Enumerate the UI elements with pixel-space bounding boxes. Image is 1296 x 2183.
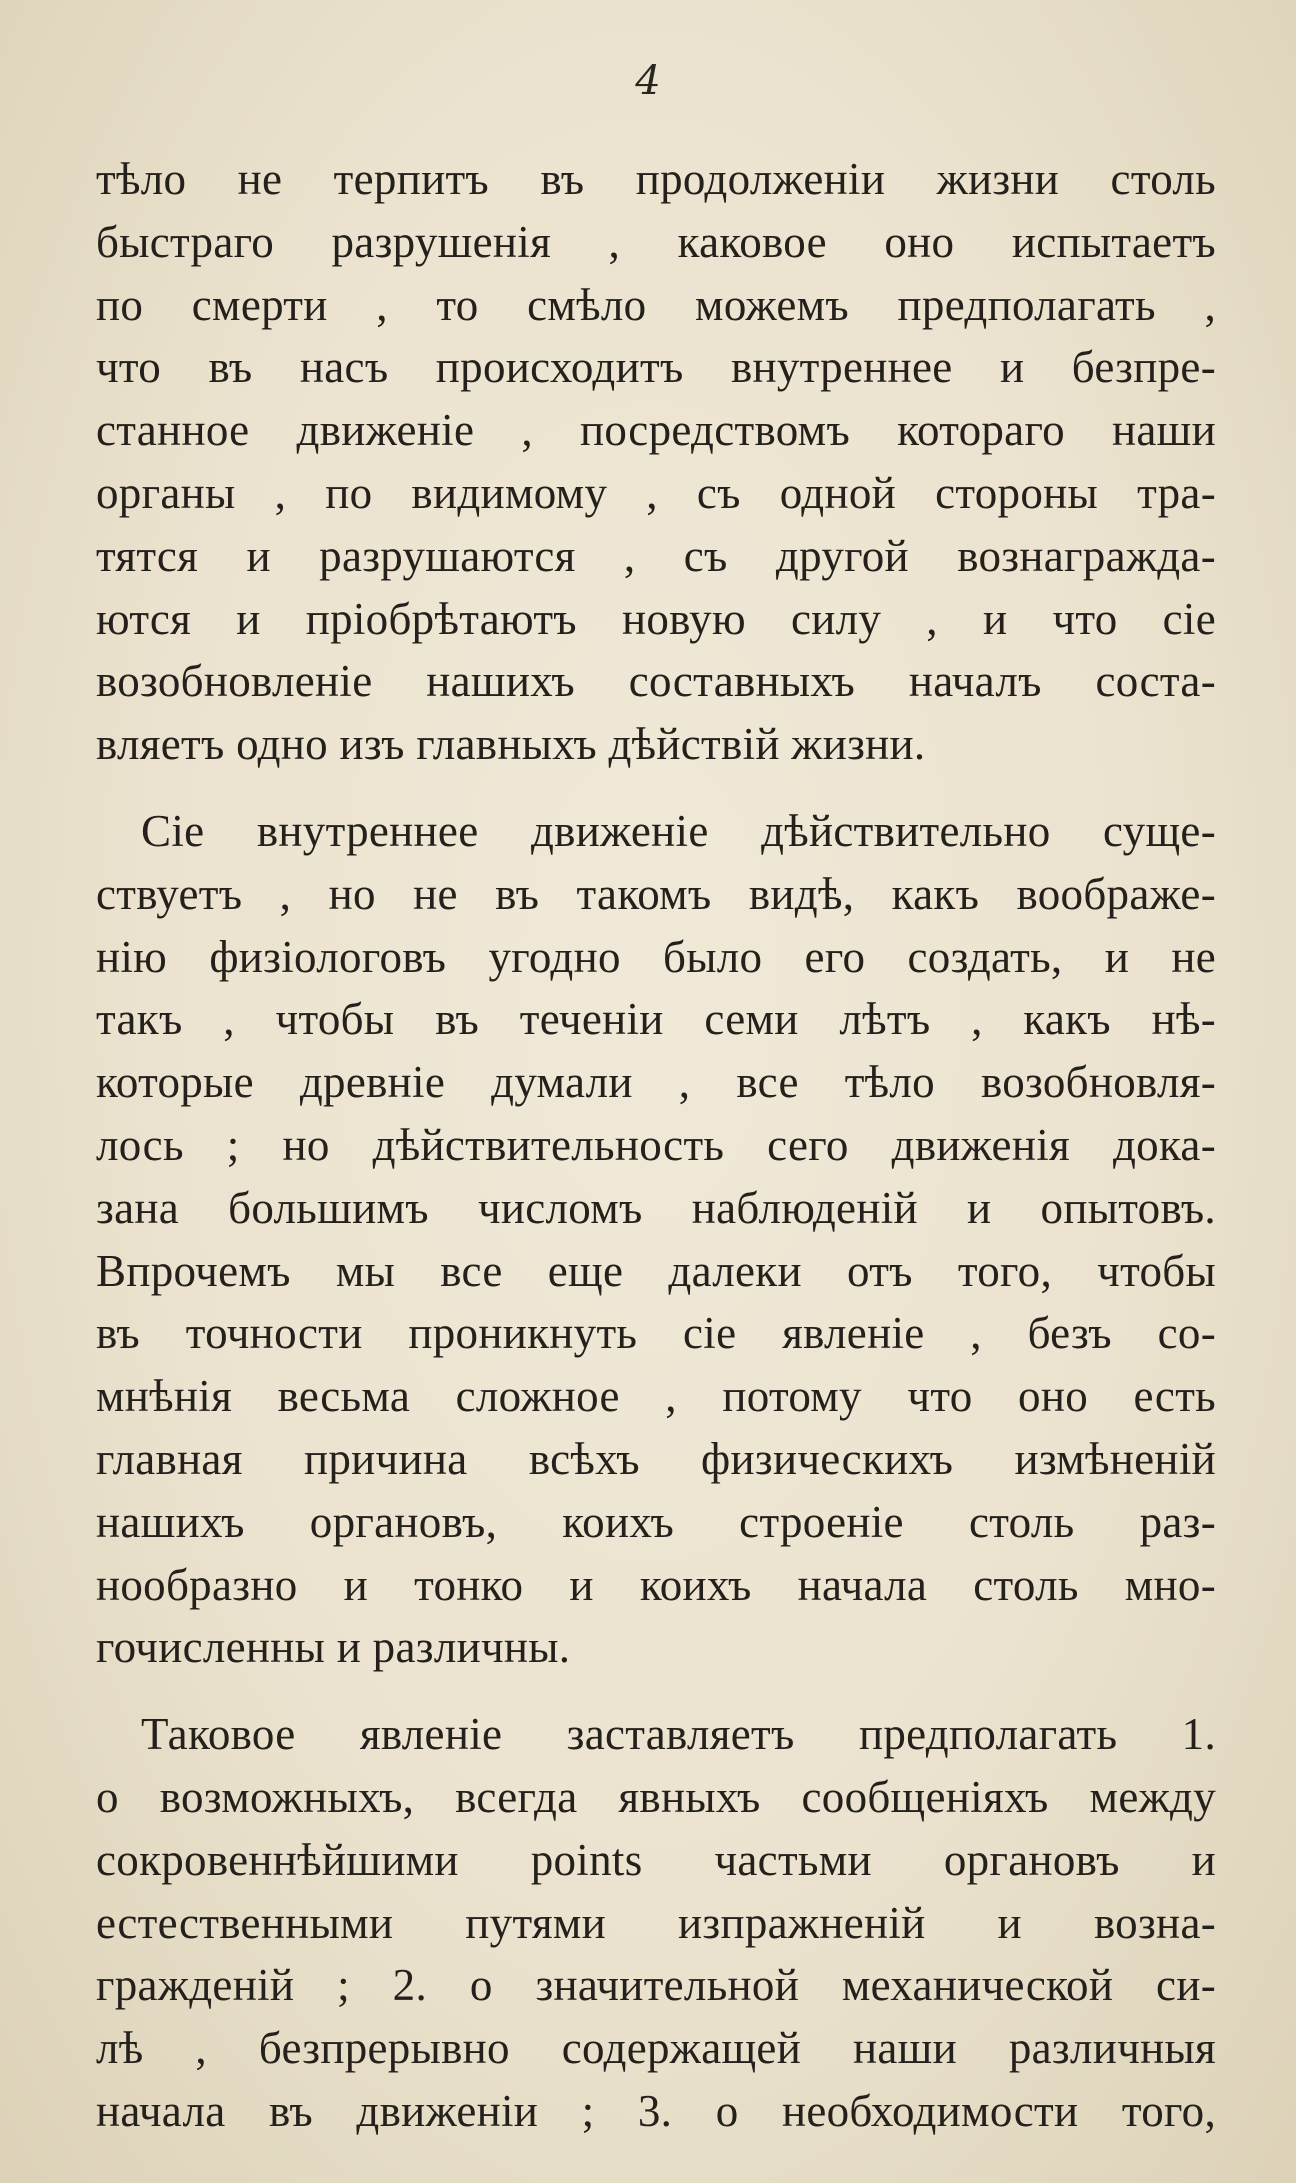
text-line: нашихъ органовъ, коихъ строеніе столь раз- <box>96 1496 1216 1547</box>
text-line: такъ , чтобы въ теченіи семи лѣтъ , какъ нѣ- <box>96 994 1216 1045</box>
text-line: естественными путями изпражненій и возна- <box>96 1897 1216 1948</box>
text-line: ются и пріобрѣтаютъ новую силу , и что сіе <box>96 593 1216 644</box>
text-line: вляетъ одно изъ главныхъ дѣйствій жизни. <box>96 719 926 770</box>
text-line: лось ; но дѣйствительность сего движенія дока- <box>96 1119 1216 1170</box>
text-line: тятся и разрушаются , съ другой вознагражда- <box>96 530 1216 581</box>
text-line: возобновленіе нашихъ составныхъ началъ соста- <box>96 656 1216 707</box>
text-line: ствуетъ , но не въ такомъ видѣ, какъ воображе- <box>96 868 1216 919</box>
text-line: тѣло не терпитъ въ продолженіи жизни столь <box>96 154 1216 204</box>
text-line: нію физіологовъ угодно было его создать, и не <box>96 931 1216 982</box>
text-line: о возможныхъ, всегда явныхъ сообщеніяхъ между <box>96 1771 1216 1822</box>
text-line: Впрочемъ мы все еще далеки отъ того, чтобы <box>96 1245 1216 1296</box>
text-line: главная причина всѣхъ физическихъ измѣненій <box>96 1433 1216 1484</box>
text-line: зана большимъ числомъ наблюденій и опытовъ. <box>96 1182 1216 1233</box>
text-line: въ точности проникнуть сіе явленіе , безъ со- <box>96 1308 1216 1359</box>
text-line: что въ насъ происходитъ внутреннее и безпре- <box>96 342 1216 393</box>
paragraph-gap <box>96 776 1216 800</box>
paragraph-1 <box>96 148 1216 776</box>
text-line: Сіе внутреннее движеніе дѣйствительно суще- <box>141 805 1216 856</box>
text-line: сокровеннѣйшими points частьми органовъ и <box>96 1834 1216 1885</box>
text-line: гражденій ; 2. о значительной механической си- <box>96 1960 1216 2011</box>
page-number: 4 <box>635 58 661 104</box>
text-line: которые древніе думали , все тѣло возобновля- <box>96 1057 1216 1108</box>
paragraph-3 <box>96 1703 1216 2143</box>
paragraph-2 <box>96 800 1216 1679</box>
text-line: Таковое явленіе заставляетъ предполагать 1. <box>141 1709 1216 1760</box>
text-line: по смерти , то смѣло можемъ предполагать , <box>96 279 1216 330</box>
text-line: станное движеніе , посредствомъ котораго наши <box>96 405 1216 456</box>
body-text <box>96 148 1216 2143</box>
text-line: органы , по видимому , съ одной стороны тра- <box>96 467 1216 518</box>
text-line: быстраго разрушенія , каковое оно испытаетъ <box>96 216 1216 267</box>
text-line: начала въ движеніи ; 3. о необходимости того, <box>96 2085 1216 2136</box>
text-line: гочисленны и различны. <box>96 1622 571 1673</box>
text-line: нообразно и тонко и коихъ начала столь мно- <box>96 1559 1216 1610</box>
text-line: лѣ , безпрерывно содержащей наши различныя <box>96 2023 1216 2074</box>
text-line: мнѣнія весьма сложное , потому что оно есть <box>96 1371 1216 1422</box>
paragraph-gap <box>96 1679 1216 1703</box>
